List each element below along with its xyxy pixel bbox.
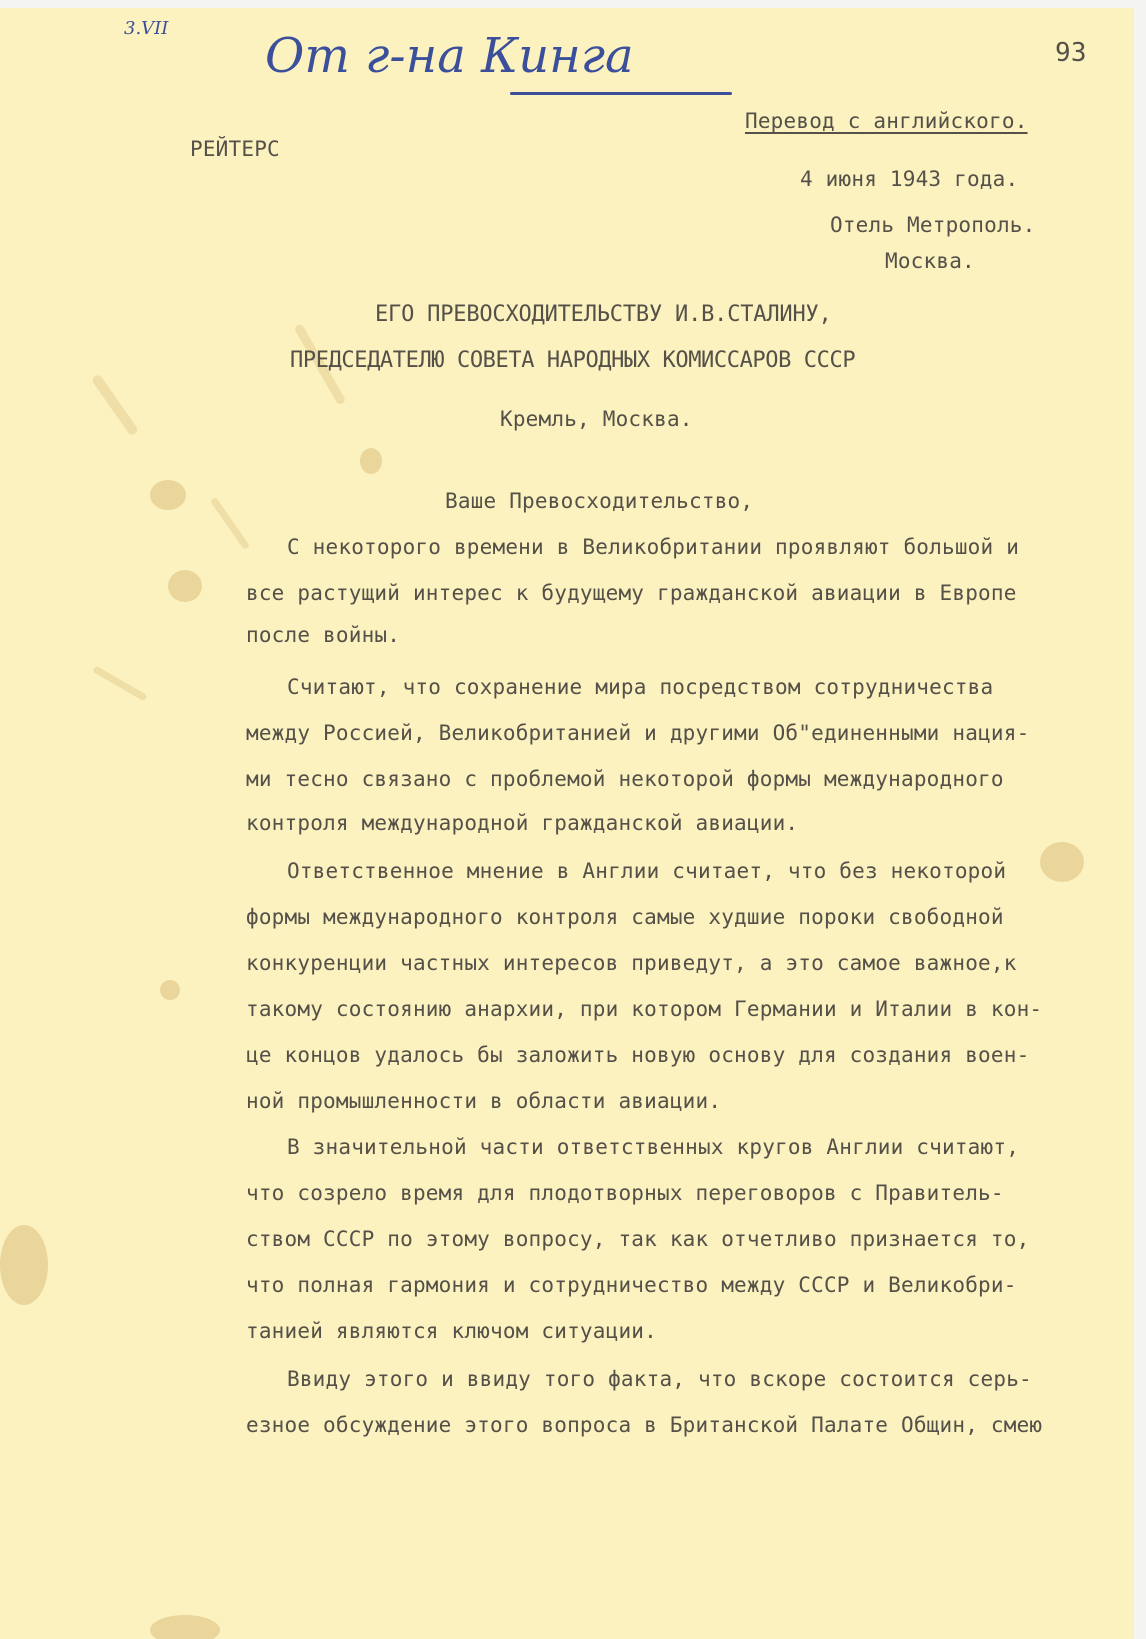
stain-7 (150, 1615, 220, 1639)
body-line: Ввиду этого и ввиду того факта, что вскоре состоится серь- (287, 1367, 1032, 1391)
body-line: ством СССР по этому вопросу, так как отчетливо признается то, (246, 1227, 1030, 1251)
body-line: что полная гармония и сотрудничество между СССР и Великобри- (246, 1273, 1017, 1297)
body-line: танией являются ключом ситуации. (246, 1319, 657, 1343)
translation-note: Перевод с английского. (745, 109, 1028, 133)
body-line: что созрело время для плодотворных переговоров с Правитель- (246, 1181, 1004, 1205)
paper-edge-top (0, 0, 1146, 8)
page-number: 93 (1055, 38, 1087, 68)
stain-3 (360, 448, 382, 474)
streak-1 (91, 373, 139, 436)
handwritten-underline (510, 92, 732, 95)
hotel-city: Москва. (885, 249, 975, 273)
stain-5 (0, 1225, 48, 1305)
body-line: Считают, что сохранение мира посредством сотрудничества (287, 675, 994, 699)
body-line: формы международного контроля самые худшие пороки свободной (246, 905, 1004, 929)
body-line: между Россией, Великобританией и другими Об"единенными нация- (246, 721, 1030, 745)
streak-4 (210, 497, 250, 550)
body-line: все растущий интерес к будущему гражданской авиации в Европе (246, 581, 1017, 605)
corner-note: 3.VII (124, 18, 169, 39)
stain-1 (150, 480, 186, 510)
addressee-line-3: Кремль, Москва. (500, 407, 693, 431)
stain-4 (1040, 842, 1084, 882)
salutation: Ваше Превосходительство, (445, 489, 754, 513)
body-line: це концов удалось бы заложить новую основу для создания воен- (246, 1043, 1030, 1067)
agency-name: РЕЙТЕРС (190, 137, 280, 161)
stain-6 (160, 980, 180, 1000)
body-line: контроля международной гражданской авиации. (246, 811, 799, 835)
stain-2 (168, 570, 202, 602)
body-line: ной промышленности в области авиации. (246, 1089, 722, 1113)
addressee-line-2: ПРЕДСЕДАТЕЛЮ СОВЕТА НАРОДНЫХ КОМИССАРОВ СССР (290, 348, 856, 373)
body-line: С некоторого времени в Великобритании проявляют большой и (287, 535, 1020, 559)
handwritten-title: От г-на Кинга (265, 28, 634, 84)
body-line: Ответственное мнение в Англии считает, что без некоторой (287, 859, 1007, 883)
addressee-line-1: ЕГО ПРЕВОСХОДИТЕЛЬСТВУ И.В.СТАЛИНУ, (375, 302, 832, 327)
body-line: после войны. (246, 623, 401, 647)
streak-3 (92, 665, 147, 701)
hotel-name: Отель Метрополь. (830, 213, 1036, 237)
body-line: В значительной части ответственных кругов Англии считают, (287, 1135, 1020, 1159)
body-line: конкуренции частных интересов приведут, а это самое важное,к (246, 951, 1017, 975)
body-line: ми тесно связано с проблемой некоторой формы международного (246, 767, 1004, 791)
paper-edge-right (1134, 0, 1146, 1639)
body-line: езное обсуждение этого вопроса в Британской Палате Общин, смею (246, 1413, 1043, 1437)
body-line: такому состоянию анархии, при котором Германии и Италии в кон- (246, 997, 1043, 1021)
letter-date: 4 июня 1943 года. (800, 167, 1019, 191)
